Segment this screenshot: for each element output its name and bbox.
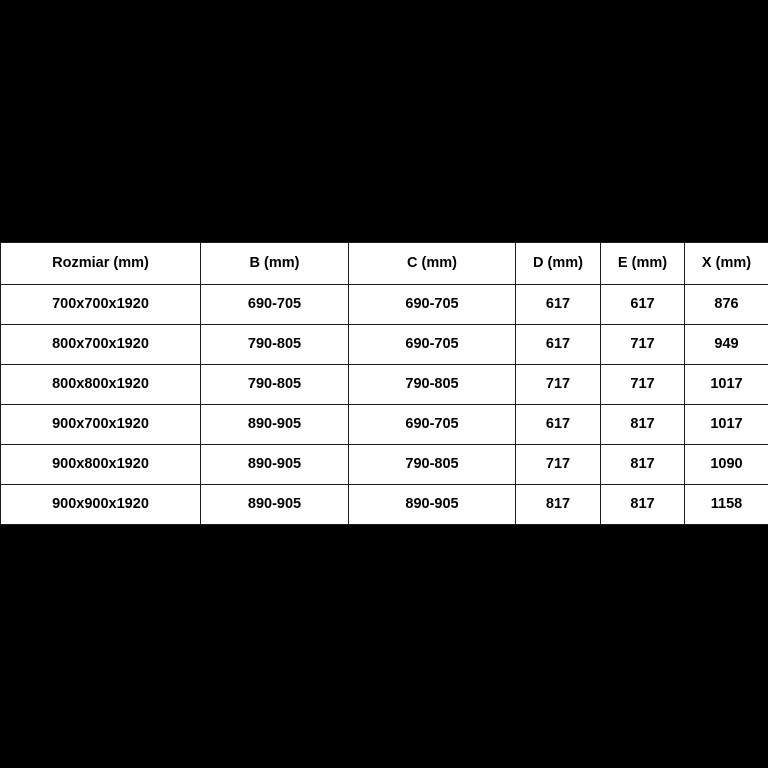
cell-d: 817 bbox=[516, 485, 601, 525]
cell-x: 876 bbox=[685, 285, 768, 325]
cell-b: 890-905 bbox=[201, 405, 349, 445]
cell-b: 890-905 bbox=[201, 485, 349, 525]
cell-d: 717 bbox=[516, 445, 601, 485]
cell-b: 690-705 bbox=[201, 285, 349, 325]
column-header-d: D (mm) bbox=[516, 243, 601, 285]
cell-x: 1017 bbox=[685, 365, 768, 405]
column-header-rozmiar: Rozmiar (mm) bbox=[1, 243, 201, 285]
cell-x: 949 bbox=[685, 325, 768, 365]
cell-x: 1158 bbox=[685, 485, 768, 525]
cell-d: 617 bbox=[516, 405, 601, 445]
cell-e: 617 bbox=[601, 285, 685, 325]
table-header bbox=[1, 243, 768, 285]
column-header-e: E (mm) bbox=[601, 243, 685, 285]
table-row bbox=[1, 285, 768, 325]
cell-d: 617 bbox=[516, 325, 601, 365]
size-table-container bbox=[0, 242, 768, 525]
column-header-x: X (mm) bbox=[685, 243, 768, 285]
table-row bbox=[1, 365, 768, 405]
cell-b: 890-905 bbox=[201, 445, 349, 485]
cell-e: 817 bbox=[601, 445, 685, 485]
cell-c: 690-705 bbox=[349, 405, 516, 445]
table-row bbox=[1, 485, 768, 525]
cell-c: 790-805 bbox=[349, 445, 516, 485]
cell-c: 890-905 bbox=[349, 485, 516, 525]
cell-d: 617 bbox=[516, 285, 601, 325]
table-body bbox=[1, 285, 768, 525]
cell-rozmiar: 800x800x1920 bbox=[1, 365, 201, 405]
cell-e: 717 bbox=[601, 365, 685, 405]
table-header-row bbox=[1, 243, 768, 285]
cell-b: 790-805 bbox=[201, 365, 349, 405]
table-row bbox=[1, 325, 768, 365]
cell-c: 690-705 bbox=[349, 285, 516, 325]
cell-e: 717 bbox=[601, 325, 685, 365]
column-header-b: B (mm) bbox=[201, 243, 349, 285]
cell-e: 817 bbox=[601, 405, 685, 445]
cell-rozmiar: 900x700x1920 bbox=[1, 405, 201, 445]
cell-c: 790-805 bbox=[349, 365, 516, 405]
dimensions-table bbox=[0, 242, 768, 525]
cell-e: 817 bbox=[601, 485, 685, 525]
cell-d: 717 bbox=[516, 365, 601, 405]
cell-rozmiar: 700x700x1920 bbox=[1, 285, 201, 325]
cell-rozmiar: 800x700x1920 bbox=[1, 325, 201, 365]
column-header-c: C (mm) bbox=[349, 243, 516, 285]
cell-x: 1090 bbox=[685, 445, 768, 485]
cell-x: 1017 bbox=[685, 405, 768, 445]
cell-c: 690-705 bbox=[349, 325, 516, 365]
table-row bbox=[1, 405, 768, 445]
cell-rozmiar: 900x800x1920 bbox=[1, 445, 201, 485]
table-row bbox=[1, 445, 768, 485]
cell-b: 790-805 bbox=[201, 325, 349, 365]
cell-rozmiar: 900x900x1920 bbox=[1, 485, 201, 525]
